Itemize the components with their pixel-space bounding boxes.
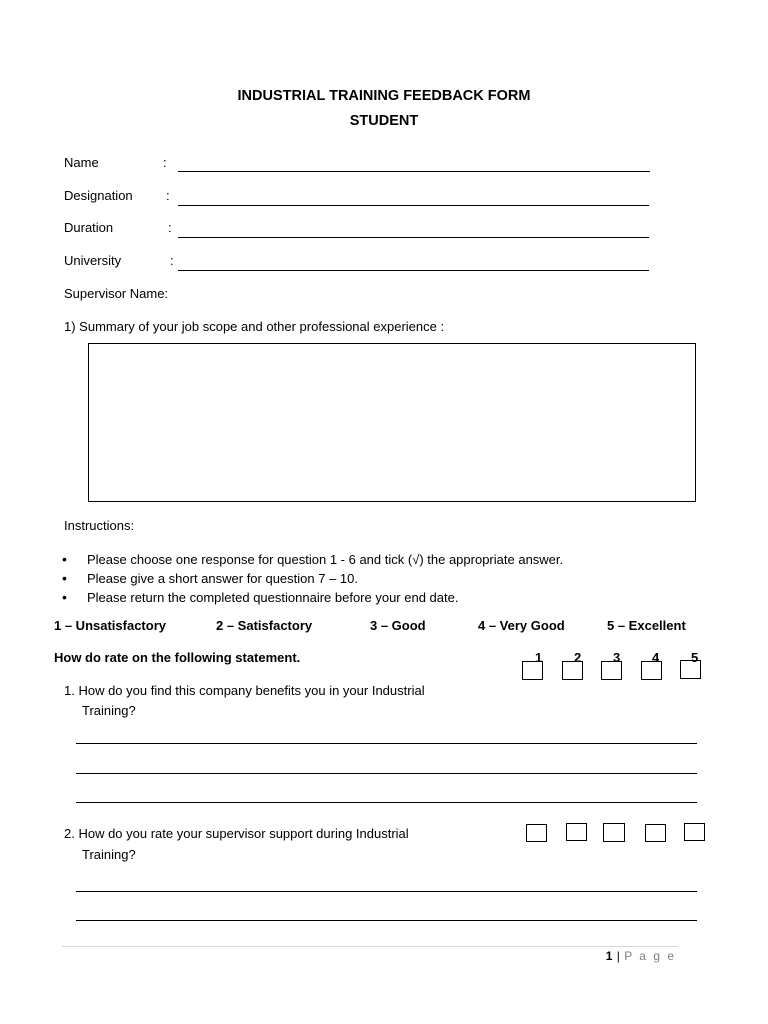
university-label: University [64,253,122,268]
question-2-text: 2. How do you rate your supervisor support during Industrial [64,826,409,841]
q1-answer-line-2[interactable] [76,773,697,774]
designation-field-line[interactable] [178,205,649,206]
scale-2: 2 – Satisfactory [216,618,313,633]
q2-rating-2-checkbox[interactable] [566,823,587,841]
q2-answer-line-2[interactable] [76,920,697,921]
rating-number-3: 3 [613,650,621,665]
summary-answer-box[interactable] [88,343,696,502]
q1-rating-4-checkbox[interactable] [641,661,662,680]
footer-divider [62,946,678,947]
rating-number-1: 1 [535,650,543,665]
instructions-heading: Instructions: [64,518,135,533]
rating-number-4: 4 [652,650,660,665]
duration-field-line[interactable] [178,237,649,238]
q2-answer-line-1[interactable] [76,891,697,892]
rating-heading: How do rate on the following statement. [54,650,301,665]
page-separator: | [616,949,621,963]
q2-rating-5-checkbox[interactable] [684,823,705,841]
instruction-item: • Please choose one response for question 1 - 6 and tick (√) the appropriate answer. [62,550,563,569]
instruction-item: • Please give a short answer for question 7 – 10. [62,569,563,588]
scale-4: 4 – Very Good [478,618,565,633]
page-word: P a g e [624,949,676,963]
instructions-list [62,550,563,607]
duration-colon: : [168,220,172,235]
form-subtitle: STUDENT [349,113,419,129]
q1-answer-line-3[interactable] [76,802,697,803]
q2-rating-3-checkbox[interactable] [603,823,625,842]
university-colon: : [170,253,174,268]
duration-label: Duration [64,220,114,235]
q1-rating-5-checkbox[interactable] [680,660,701,679]
form-title: INDUSTRIAL TRAINING FEEDBACK FORM [237,88,531,104]
scale-5: 5 – Excellent [607,618,686,633]
designation-label: Designation [64,188,133,203]
q2-rating-4-checkbox[interactable] [645,824,666,842]
page-number-footer [606,949,676,963]
name-field-line[interactable] [178,171,650,172]
question-1-text: 1. How do you find this company benefits you in your Industrial [64,683,425,698]
scale-1: 1 – Unsatisfactory [54,618,166,633]
university-field-line[interactable] [178,270,649,271]
designation-colon: : [166,188,170,203]
rating-number-2: 2 [574,650,582,665]
question-1-text-cont: Training? [82,703,136,718]
q1-rating-1-checkbox[interactable] [522,661,543,680]
instruction-item: • Please return the completed questionnaire before your end date. [62,588,563,607]
q1-rating-2-checkbox[interactable] [562,661,583,680]
page-number: 1 [605,949,613,963]
rating-number-5: 5 [691,650,699,665]
scale-3: 3 – Good [370,618,426,633]
supervisor-name-label: Supervisor Name: [64,286,169,301]
q2-rating-1-checkbox[interactable] [526,824,547,842]
summary-question: 1) Summary of your job scope and other professional experience : [64,319,445,334]
q1-rating-3-checkbox[interactable] [601,661,622,680]
name-label: Name [64,155,99,170]
question-2-text-cont: Training? [82,847,136,862]
q1-answer-line-1[interactable] [76,743,697,744]
name-colon: : [163,155,167,170]
